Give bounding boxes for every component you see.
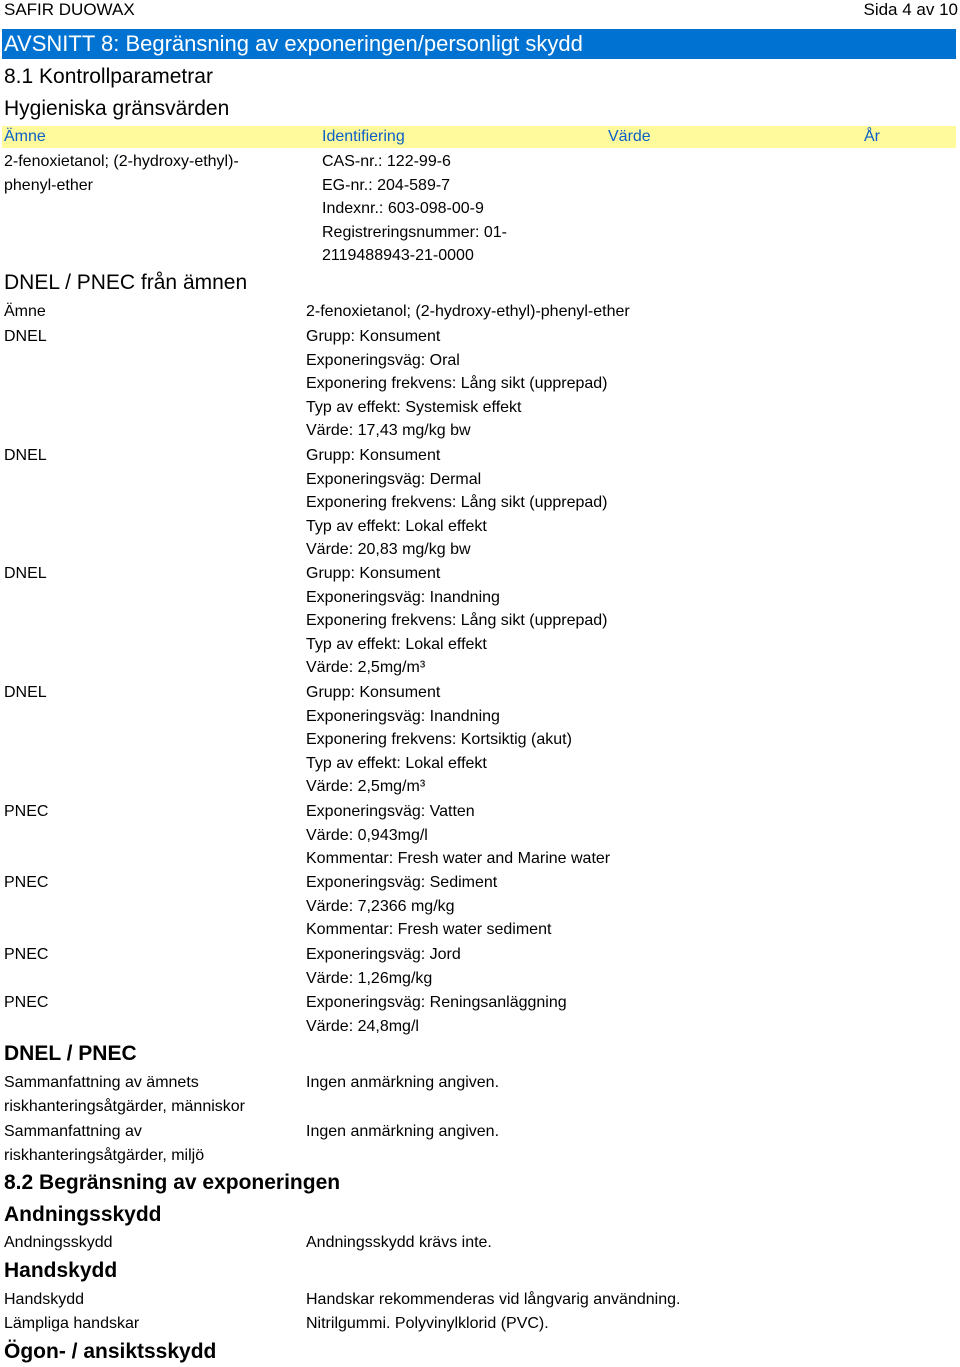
index-number: Indexnr.: 603-098-00-9 [322, 200, 484, 217]
entry-label: DNEL [4, 328, 47, 345]
entry-line: Typ av effekt: Lokal effekt [306, 517, 487, 535]
summary-human-value: Ingen anmärkning angiven. [306, 1074, 500, 1091]
respiratory-protection-value: Andningsskydd krävs inte. [306, 1234, 492, 1251]
entry-line: Exponering frekvens: Lång sikt (upprepad) [306, 375, 608, 392]
entry-line: Exponeringsväg: Inandning [306, 707, 500, 725]
summary-environment-value: Ingen anmärkning angiven. [306, 1123, 500, 1140]
column-header-substance: Ämne [4, 128, 46, 145]
page-header [0, 0, 960, 22]
entry-line: Exponering frekvens: Lång sikt (upprepad) [306, 494, 608, 511]
entry-line: Exponeringsväg: Sediment [306, 874, 498, 891]
company-name: SAFIR DUOWAX [4, 0, 135, 19]
hand-protection-value: Handskar rekommenderas vid långvarig användning. [306, 1291, 681, 1308]
entry-label: DNEL [4, 684, 47, 701]
entry-line: Exponeringsväg: Oral [306, 351, 460, 369]
substance-label: Ämne [4, 303, 46, 320]
entry-line: Typ av effekt: Lokal effekt [306, 754, 487, 772]
dnel-pnec-summary-title: DNEL / PNEC [4, 1042, 137, 1065]
ec-number: EG-nr.: 204-589-7 [322, 176, 451, 194]
hygiene-limits-title: Hygieniska gränsvärden [4, 97, 230, 120]
cas-number: CAS-nr.: 122-99-6 [322, 153, 451, 170]
substance-name-line1: 2-fenoxietanol; (2-hydroxy-ethyl)- [4, 153, 239, 170]
entry-line: Värde: 17,43 mg/kg bw [306, 422, 471, 439]
entry-line: Grupp: Konsument [306, 447, 441, 464]
entry-line: Värde: 24,8mg/l [306, 1017, 419, 1035]
entry-line: Exponeringsväg: Dermal [306, 470, 482, 488]
entry-line: Grupp: Konsument [306, 328, 441, 345]
column-header-value: Värde [608, 128, 651, 145]
suitable-gloves-label: Lämpliga handskar [4, 1315, 140, 1332]
entry-line: Typ av effekt: Lokal effekt [306, 635, 487, 653]
subsection-8-2-title: 8.2 Begränsning av exponeringen [4, 1171, 341, 1194]
hand-protection-title: Handskydd [4, 1259, 118, 1282]
eye-face-protection-title: Ögon- / ansiktsskydd [4, 1340, 217, 1363]
entry-label: DNEL [4, 565, 47, 582]
entry-line: Grupp: Konsument [306, 565, 441, 582]
respiratory-protection-title: Andningsskydd [4, 1203, 162, 1226]
registration-number-line1: Registreringsnummer: 01- [322, 223, 507, 241]
subsection-8-1-title: 8.1 Kontrollparametrar [4, 65, 213, 88]
page-number: Sida 4 av 10 [863, 0, 958, 19]
hand-protection-label: Handskydd [4, 1291, 85, 1308]
entry-line: Kommentar: Fresh water sediment [306, 921, 552, 938]
entry-line: Värde: 2,5mg/m³ [306, 778, 426, 795]
suitable-gloves-value: Nitrilgummi. Polyvinylklorid (PVC). [306, 1315, 549, 1332]
entry-line: Kommentar: Fresh water and Marine water [306, 850, 611, 867]
entry-line: Exponeringsväg: Reningsanläggning [306, 994, 567, 1011]
entry-label: PNEC [4, 874, 49, 891]
substance-name-line2: phenyl-ether [4, 176, 93, 194]
summary-human-label-line2: riskhanteringsåtgärder, människor [4, 1097, 246, 1115]
entry-line: Värde: 1,26mg/kg [306, 969, 433, 987]
section-title-banner: AVSNITT 8: Begränsning av exponeringen/personligt skydd [2, 29, 956, 59]
registration-number-line2: 2119488943-21-0000 [322, 247, 474, 264]
respiratory-protection-label: Andningsskydd [4, 1234, 113, 1251]
entry-line: Exponering frekvens: Lång sikt (upprepad) [306, 612, 608, 629]
entry-label: DNEL [4, 447, 47, 464]
substance-value: 2-fenoxietanol; (2-hydroxy-ethyl)-phenyl-ether [306, 303, 630, 320]
summary-human-label-line1: Sammanfattning av ämnets [4, 1074, 199, 1091]
entry-line: Exponeringsväg: Jord [306, 946, 461, 963]
entry-line: Värde: 20,83 mg/kg bw [306, 541, 471, 558]
entry-line: Exponering frekvens: Kortsiktig (akut) [306, 731, 572, 748]
entry-line: Värde: 7,2366 mg/kg [306, 897, 455, 915]
dnel-pnec-section-title: DNEL / PNEC från ämnen [4, 271, 248, 294]
entry-line: Värde: 0,943mg/l [306, 826, 428, 844]
entry-line: Exponeringsväg: Inandning [306, 588, 500, 606]
table-header [2, 126, 956, 148]
summary-environment-label-line1: Sammanfattning av [4, 1123, 142, 1140]
entry-label: PNEC [4, 946, 49, 963]
entry-label: PNEC [4, 803, 49, 820]
entry-line: Värde: 2,5mg/m³ [306, 659, 426, 676]
column-header-year: År [864, 128, 880, 145]
entry-line: Typ av effekt: Systemisk effekt [306, 398, 522, 416]
entry-line: Grupp: Konsument [306, 684, 441, 701]
entry-line: Exponeringsväg: Vatten [306, 803, 475, 820]
summary-environment-label-line2: riskhanteringsåtgärder, miljö [4, 1146, 205, 1164]
column-header-identification: Identifiering [322, 128, 405, 145]
entry-label: PNEC [4, 994, 49, 1011]
